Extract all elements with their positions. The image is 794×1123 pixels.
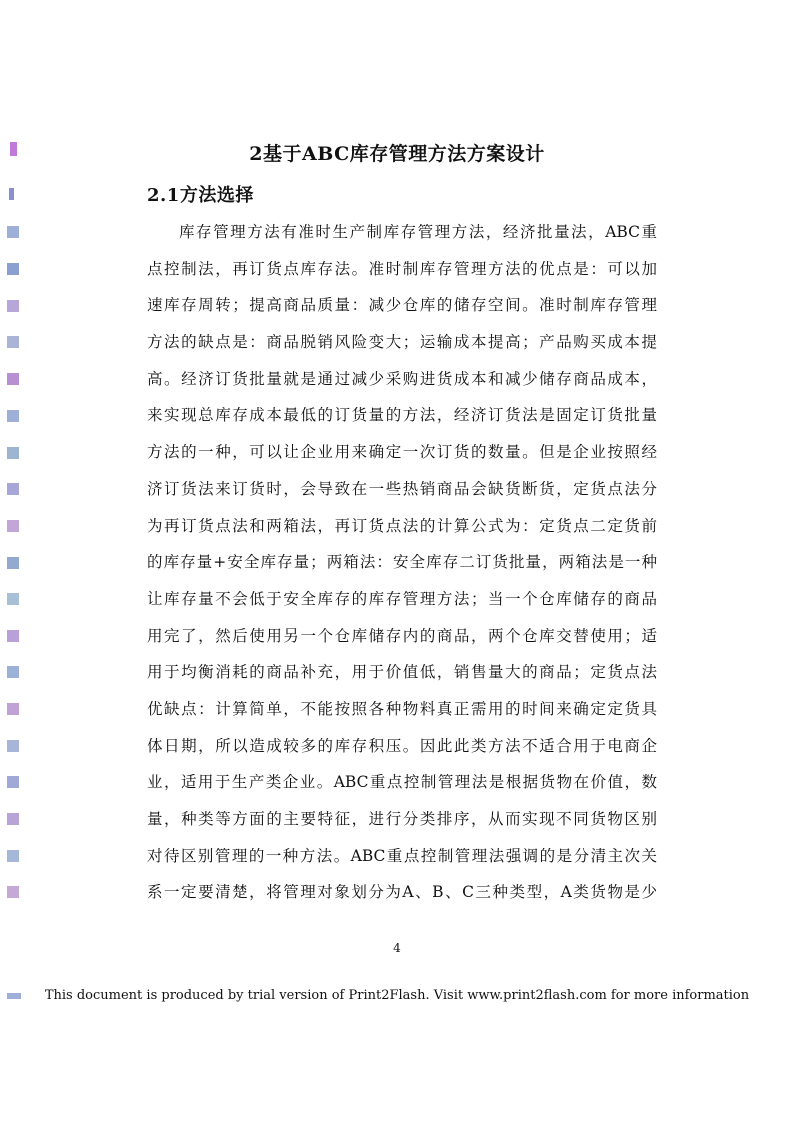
paragraph-line: 速库存周转；提高商品质量：减少仓库的储存空间。准时制库存管理 [147,296,657,315]
paragraph-line: 来实现总库存成本最低的订货量的方法，经济订货法是固定订货批量 [147,406,657,425]
paragraph-line: 业，适用于生产类企业。ABC重点控制管理法是根据货物在价值，数 [147,773,657,792]
paragraph-line: 方法的一种，可以让企业用来确定一次订货的数量。但是企业按照经 [147,443,657,462]
section-title: 2.1方法选择 [147,185,254,206]
paragraph-line: 高。经济订货批量就是通过减少采购进货成本和减少储存商品成本， [147,369,657,388]
paragraph-line: 量，种类等方面的主要特征，进行分类排序，从而实现不同货物区别 [147,810,657,828]
chapter-title: 2基于ABC库存管理方法方案设计 [249,143,545,165]
body-paragraph [147,214,657,911]
paragraph-line: 用于均衡消耗的商品补充，用于价值低，销售量大的商品；定货点法 [147,663,657,682]
paragraph-line: 体日期，所以造成较多的库存积压。因此此类方法不适合用于电商企 [147,736,657,755]
paragraph-line: 的库存量+安全库存量；两箱法：安全库存二订货批量，两箱法是一种 [147,553,657,572]
paragraph-line: 对待区别管理的一种方法。ABC重点控制管理法强调的是分清主次关 [147,846,657,865]
trial-version-notice: This document is produced by trial version of Print2Flash. Visit www.print2flash.com for more information [44,988,750,1003]
paragraph-line: 点控制法，再订货点库存法。准时制库存管理方法的优点是：可以加 [147,259,657,278]
margin-artifact-marks [6,138,22,1008]
paragraph-line: 方法的缺点是：商品脱销风险变大；运输成本提高；产品购买成本提 [147,333,657,352]
margin-artifact-strip [6,138,22,1008]
paragraph-line: 用完了，然后使用另一个仓库储存内的商品，两个仓库交替使用；适 [147,626,657,645]
paragraph-line: 为再订货点法和两箱法，再订货点法的计算公式为：定货点二定货前 [147,516,657,535]
paragraph-line: 让库存量不会低于安全库存的库存管理方法；当一个仓库储存的商品 [147,589,657,608]
paragraph-line: 库存管理方法有准时生产制库存管理方法，经济批量法，ABC重 [179,223,657,241]
paragraph-line: 济订货法来订货时，会导致在一些热销商品会缺货断货，定货点法分 [147,479,657,498]
page-number: 4 [393,941,401,955]
paragraph-line: 系一定要清楚，将管理对象划分为A、B、C三种类型，A类货物是少 [147,883,657,902]
paragraph-line: 优缺点：计算简单，不能按照各种物料真正需用的时间来确定定货具 [147,699,657,718]
